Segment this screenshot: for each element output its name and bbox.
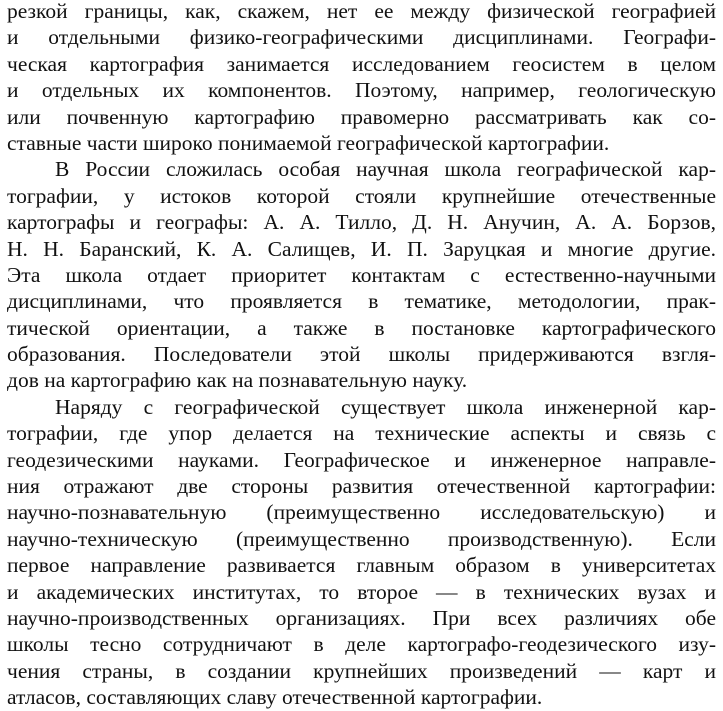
- text-line: В России сложилась особая научная школа географической кар-: [55, 157, 716, 182]
- text-line: тографии, где упор делается на технические аспекты и связь с: [7, 421, 716, 446]
- text-line: школы тесно сотрудничают в деле картографо-геодезического изу-: [7, 632, 716, 657]
- text-line: дисциплинами, что проявляется в тематике, методологии, прак-: [7, 289, 716, 314]
- text-line: Н. Н. Баранский, К. А. Салищев, И. П. Заруцкая и многие другие.: [7, 236, 716, 261]
- paragraph-engineering-school: [7, 394, 716, 711]
- text-line: и отдельными физико-географическими дисциплинами. Географи-: [7, 25, 716, 50]
- text-line: научно-познавательную (преимущественно исследовательскую) и: [7, 500, 716, 525]
- text-line: тической ориентации, а также в постановке картографического: [7, 315, 716, 340]
- text-line: чения страны, в создании крупнейших произведений — карт и: [7, 658, 716, 683]
- text-line: научно-производственных организациях. При всех различиях обе: [7, 605, 716, 630]
- text-line: научно-техническую (преимущественно производственную). Если: [7, 526, 716, 551]
- text-line: Наряду с географической существует школа инженерной кар-: [55, 394, 716, 419]
- text-line: и отдельных их компонентов. Поэтому, например, геологическую: [7, 78, 716, 103]
- text-line: образования. Последователи этой школы придерживаются взгля-: [7, 342, 716, 367]
- text-line: тографии, у истоков которой стояли крупнейшие отечественные: [7, 183, 716, 208]
- text-line: ставные части широко понимаемой географической картографии.: [7, 130, 610, 155]
- text-line: картографы и географы: А. А. Тилло, Д. Н. Анучин, А. А. Борзов,: [7, 210, 716, 235]
- text-line: и академических институтах, то второе — в технических вузах и: [7, 579, 716, 604]
- text-line: или почвенную картографию правомерно рассматривать как со-: [7, 104, 716, 129]
- text-line: первое направление развивается главным образом в университетах: [7, 553, 716, 578]
- text-line: Эта школа отдает приоритет контактам с естественно-научными: [7, 262, 716, 287]
- paragraph-geographic-cartography: [7, 0, 716, 156]
- paragraph-russian-school: [7, 156, 716, 394]
- text-line: геодезическими науками. Географическое и инженерное направле-: [7, 447, 716, 472]
- text-line: ния отражают две стороны развития отечественной картографии:: [7, 474, 716, 499]
- text-line: резкой границы, как, скажем, нет ее между физической географией: [7, 0, 716, 23]
- text-line: ческая картография занимается исследованием геосистем в целом: [7, 51, 716, 76]
- document-page: [7, 0, 716, 711]
- text-line: атласов, составляющих славу отечественной картографии.: [7, 685, 543, 710]
- text-line: дов на картографию как на познавательную науку.: [7, 368, 468, 393]
